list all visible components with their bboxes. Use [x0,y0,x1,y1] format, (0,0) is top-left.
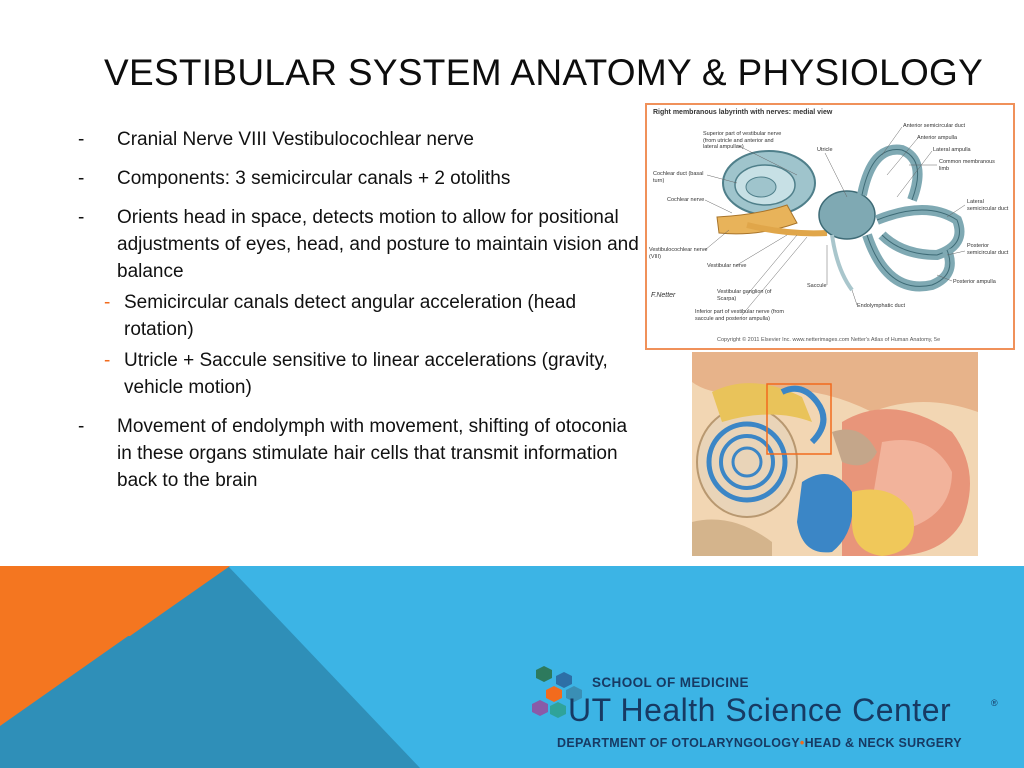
bullet-dash: - [78,416,85,437]
label-anterior-ampulla: Anterior ampulla [917,135,958,141]
bullet-item [78,413,644,494]
figure-caption: Right membranous labyrinth with nerves: medial view [653,109,833,116]
label-vestibular-ganglion: Vestibular ganglion (of Scarpa) [717,289,772,302]
label-superior-nerve: Superior part of vestibular nerve (from utricle and anterior and lateral ampullae) [703,131,782,150]
label-cochlear-nerve: Cochlear nerve [667,197,705,203]
label-cochlear-duct: Cochlear duct (basal turn) [653,171,704,184]
bullet-dash: - [78,207,85,228]
label-lateral-ampulla: Lateral ampulla [933,147,971,153]
sub-bullet-dash: - [104,350,111,371]
label-vestibular-nerve: Vestibular nerve [707,263,747,269]
bullet-text: Components: 3 semicircular canals + 2 otoliths [117,168,511,189]
logo-department-text [557,736,962,750]
sub-bullet-text: Semicircular canals detect angular acceleration (head rotation) [124,292,577,340]
label-inferior-nerve: Inferior part of vestibular nerve (from saccule and posterior ampulla) [695,309,784,322]
ear-drawing [692,352,978,556]
label-lateral-duct: Lateral semicircular duct [967,199,1009,212]
dept-left: DEPARTMENT OF OTOLARYNGOLOGY [557,736,800,750]
figure-copyright: Copyright © 2011 Elsevier Inc. www.netterimages.com Netter's Atlas of Human Anatomy, 5e [717,337,941,343]
label-posterior-duct: Posterior semicircular duct [967,243,1009,256]
slide-title: VESTIBULAR SYSTEM ANATOMY & PHYSIOLOGY [104,52,984,93]
sub-bullet-item [78,347,644,401]
ear-cross-section-illustration [692,352,978,556]
bullet-item [78,126,644,153]
dept-right: HEAD & NECK SURGERY [804,736,962,750]
logo-registered-mark: ® [991,698,998,708]
label-anterior-canal: Anterior semicircular duct [903,123,966,129]
label-common-limb: Common membranous limb [939,159,995,172]
bullet-text: Orients head in space, detects motion to allow for positional adjustments of eyes, head, and posture to maintain vision and balance [117,207,639,282]
dept-dot: • [799,736,805,750]
bullet-text: Movement of endolymph with movement, shifting of otoconia in these organs stimulate hair cells that transmit information back to the brain [117,416,628,491]
label-endolymphatic-duct: Endolymphatic duct [857,303,905,309]
bullet-list [78,126,644,506]
logo-school-text: SCHOOL OF MEDICINE [592,675,749,690]
sub-bullet-text: Utricle + Saccule sensitive to linear accelerations (gravity, vehicle motion) [124,350,608,398]
label-utricle: Utricle [817,147,833,153]
bullet-text: Cranial Nerve VIII Vestibulocochlear nerve [117,129,474,150]
label-vestibulocochlear-nerve: Vestibulocochlear nerve (VIII) [649,247,708,260]
sub-bullet-dash: - [104,292,111,313]
bullet-dash: - [78,168,85,189]
logo-ut-text: UT Health Science Center [568,692,952,728]
artist-signature: F.Netter [651,292,676,299]
labyrinth-illustration [645,103,1015,350]
bullet-item [78,204,644,285]
sub-bullet-item [78,289,644,343]
bullet-item [78,165,644,192]
label-posterior-ampulla: Posterior ampulla [953,279,996,285]
label-saccule: Saccule [807,283,827,289]
bullet-dash: - [78,129,85,150]
